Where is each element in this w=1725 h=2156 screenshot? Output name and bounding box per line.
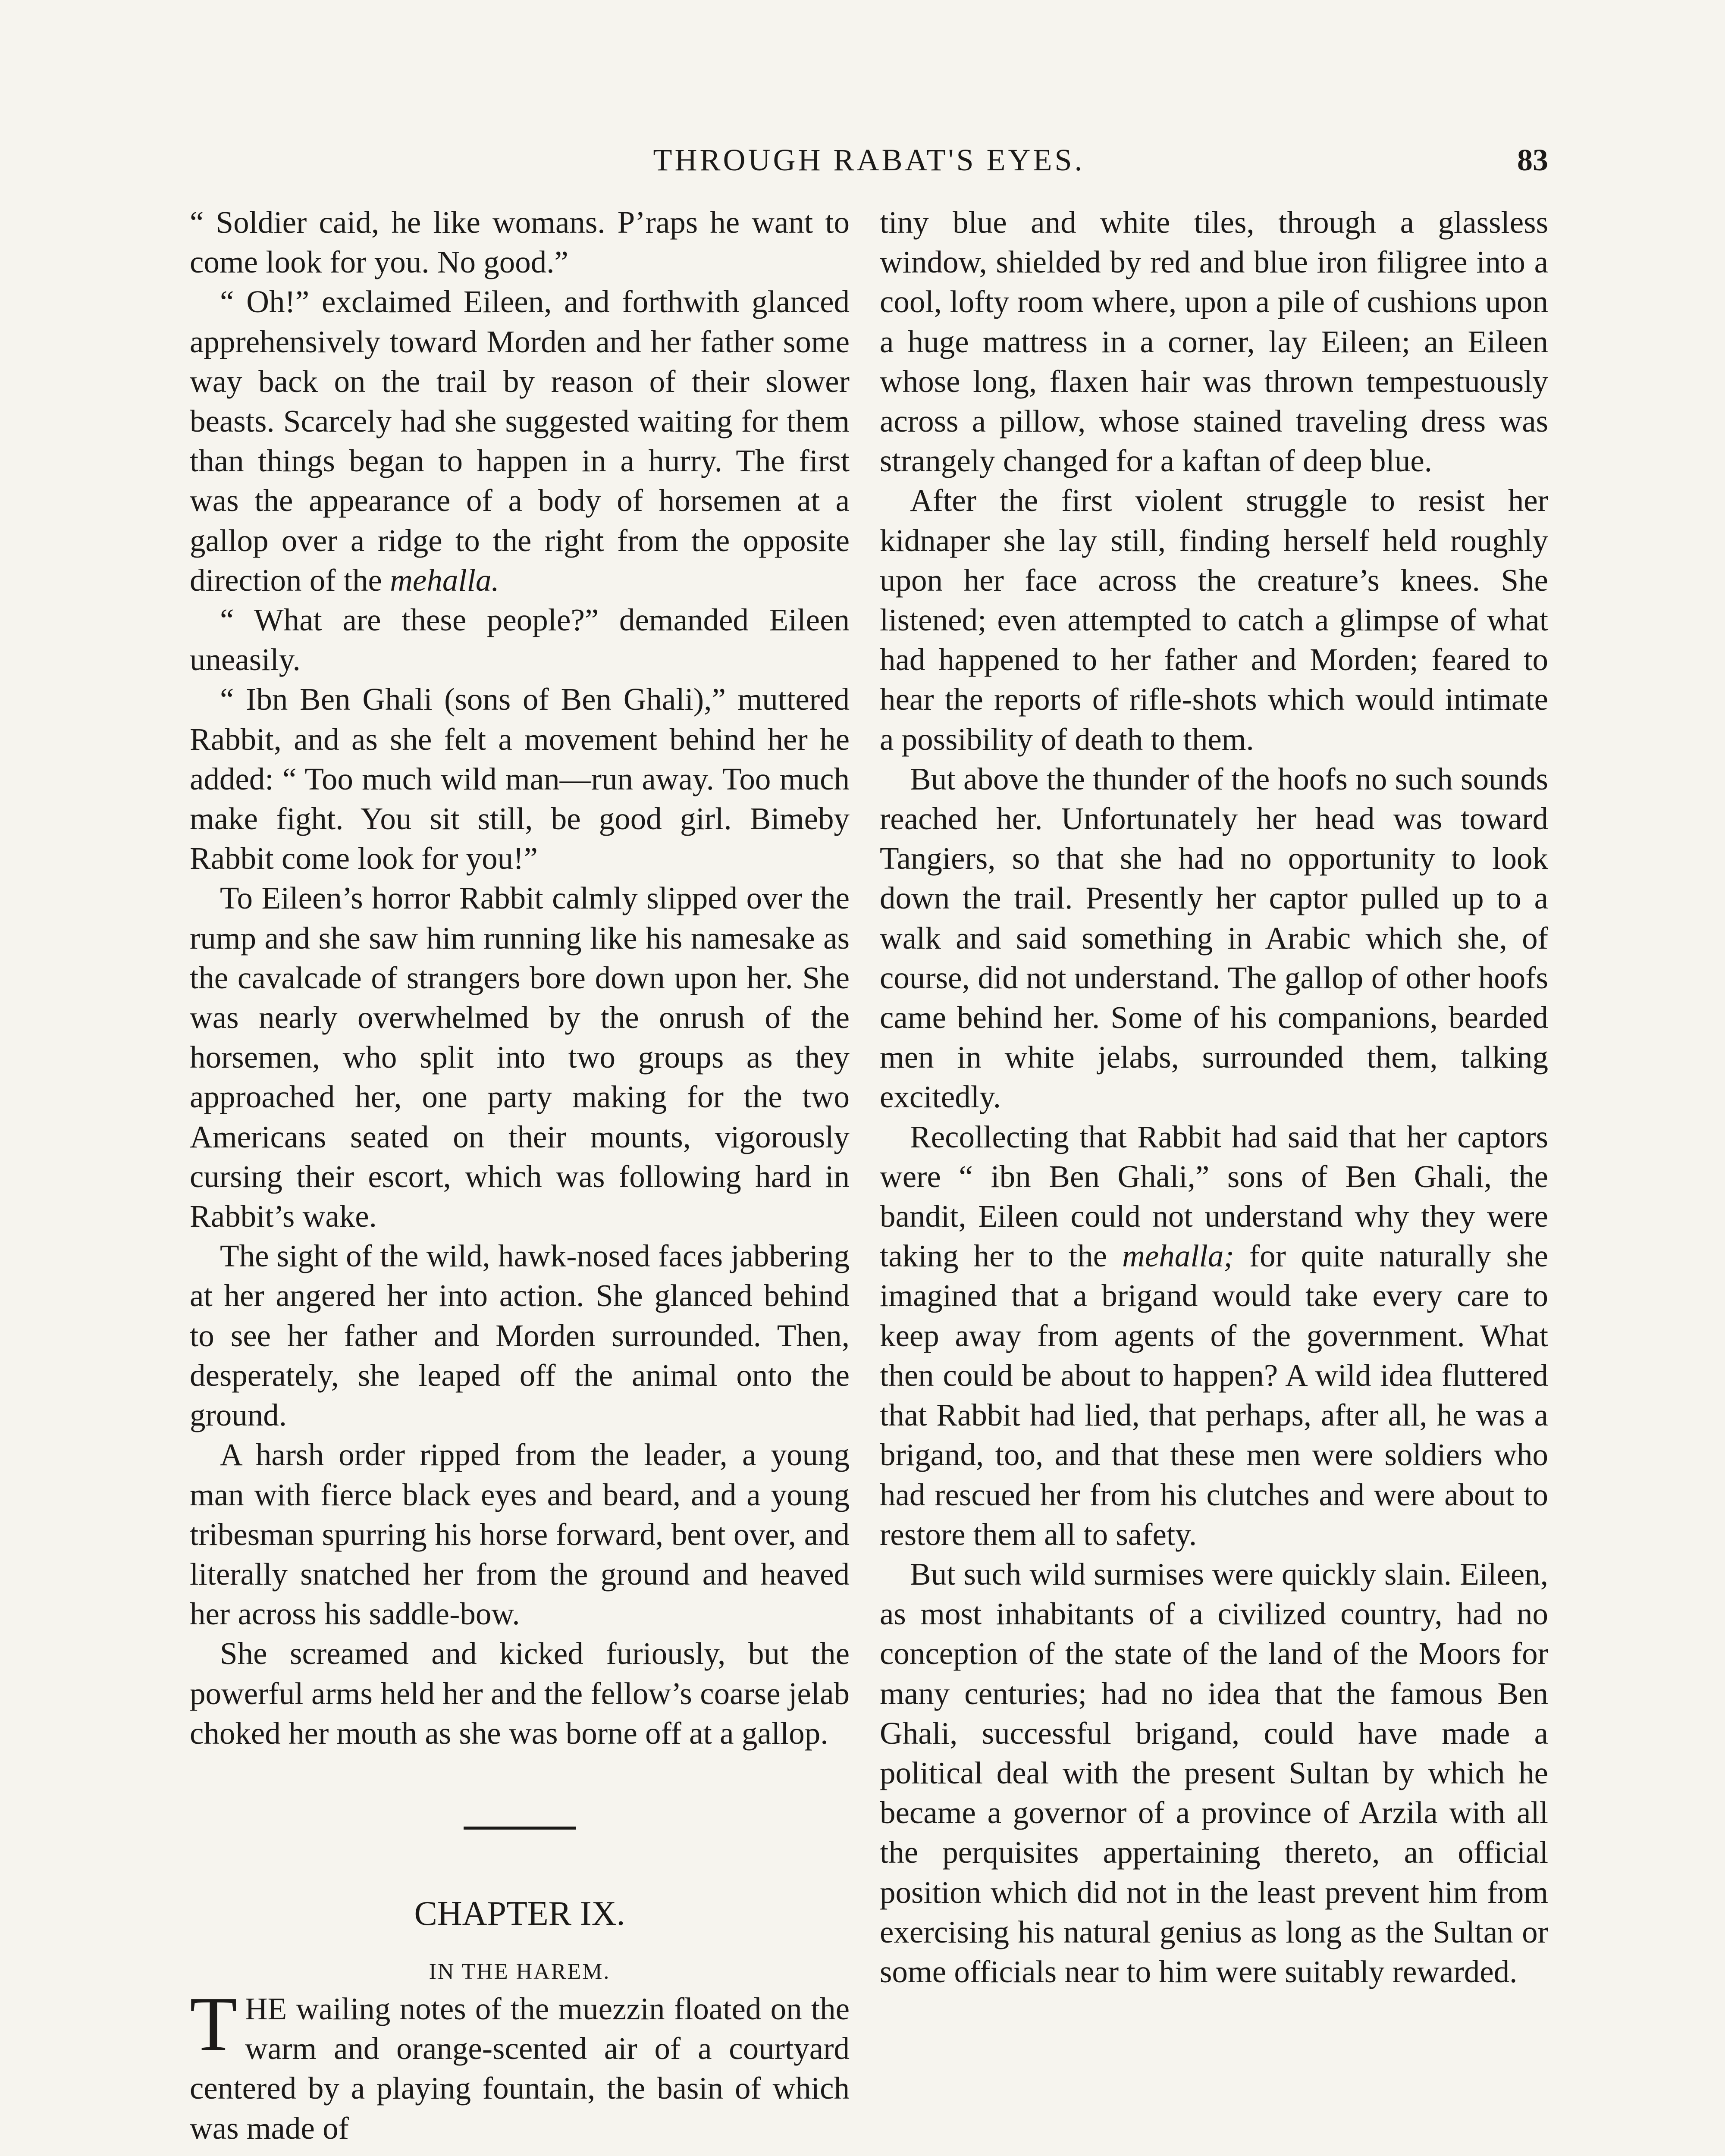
- chapter-divider: [464, 1827, 576, 1830]
- paragraph-text: for quite naturally she imagined that a brigand would take every care to keep away from agents of the government. What then could be about to happen? A wild idea fluttered that Rabbit had lied, that perhaps, after all, he was a brigand, too, and that these men were soldiers who had rescued her from his clutches and were about to restore them all to safety.: [880, 1238, 1548, 1552]
- paragraph: “ Soldier caid, he like womans. P’raps he want to come look for you. No good.”: [190, 205, 850, 280]
- chapter-subtitle: IN THE HAREM.: [429, 1959, 611, 1984]
- paragraph: But such wild surmises were quickly slain. Eileen, as most inhabitants of a civilized country, had no conception of the state of the land of the Moors for many centuries; had no idea that the famous Ben Ghali, successful brigand, could have made a political deal with the present Sultan by which he became a governor of a province of Arzila with all the perquisites appertaining thereto, an official position which did not in the least prevent him from exercising his natural genius as long as the Sultan or some officials near to him were suitably rewarded.: [880, 1556, 1548, 1989]
- paragraph-text: Recollecting that Rabbit had said that her captors were “ ibn Ben Ghali,” sons of Ben Ghali, the bandit, Eileen could not understand why they were taking her to the: [880, 1119, 1548, 1274]
- paragraph: To Eileen’s horror Rabbit calmly slipped over the rump and she saw him running like his namesake as the cavalcade of strangers bore down upon her. She was nearly overwhelmed by the onrush of the horsemen, who split into two groups as they approached her, one party making for the two Americans seated on their mounts, vigorously cursing their escort, which was following hard in Rabbit’s wake.: [190, 881, 850, 1234]
- paragraph: But above the thunder of the hoofs no such sounds reached her. Unfortunately her head was toward Tangiers, so that she had no opportunity to look down the trail. Presently her captor pulled up to a walk and said something in Arabic which she, of course, did not understand. The gallop of other hoofs came behind her. Some of his companions, bearded men in white jelabs, surrounded them, talking excitedly.: [880, 761, 1548, 1115]
- paragraph: She screamed and kicked furiously, but the powerful arms held her and the fellow’s coarse jelab choked her mouth as she was borne off at a gallop.: [190, 1636, 850, 1751]
- right-column: [880, 203, 1548, 1992]
- paragraph: [880, 1117, 1548, 1554]
- paragraph: “ What are these people?” demanded Eileen uneasily.: [190, 602, 850, 677]
- paragraph: tiny blue and white tiles, through a glassless window, shielded by red and blue iron filigree into a cool, lofty room where, upon a pile of cushions upon a huge mattress in a corner, lay Eileen; an Eileen whose long, flaxen hair was thrown tempestuously across a pillow, whose stained traveling dress was strangely changed for a kaftan of deep blue.: [880, 205, 1548, 479]
- italic-word: mehalla.: [390, 562, 499, 598]
- paragraph: [190, 282, 850, 600]
- page-number: 83: [1517, 143, 1548, 177]
- paragraph: The sight of the wild, hawk-nosed faces jabbering at her angered her into action. She glanced behind to see her father and Morden surrounded. Then, desperately, she leaped off the animal onto the ground.: [190, 1238, 850, 1433]
- chapter-first-paragraph: [190, 1981, 850, 2148]
- paragraph: After the first violent struggle to resist her kidnaper she lay still, finding herself held roughly upon her face across the creature’s knees. She listened; even attempted to catch a glimpse of what had happened to her father and Morden; feared to hear the reports of rifle-shots which would intimate a possibility of death to them.: [880, 483, 1548, 757]
- paragraph-text: “ Oh!” exclaimed Eileen, and forthwith glanced apprehensively toward Morden and her father some way back on the trail by reason of their slower beasts. Scarcely had she suggested waiting for them than things began to happen in a hurry. The first was the appearance of a body of horsemen at a gallop over a ridge to the right from the opposite direction of the: [190, 284, 850, 598]
- page-header: [190, 142, 1548, 190]
- paragraph: “ Ibn Ben Ghali (sons of Ben Ghali),” muttered Rabbit, and as she felt a movement behind her he added: “ Too much wild man—run away. Too much make fight. You sit still, be good girl. Bimeby Rabbit come look for you!”: [190, 682, 850, 876]
- drop-cap: T: [190, 1981, 237, 2067]
- left-column: [190, 203, 850, 2148]
- paragraph: A harsh order ripped from the leader, a young man with fierce black eyes and beard, and a young tribesman spurring his horse forward, bent over, and literally snatched her from the ground and heaved her across his saddle-bow.: [190, 1437, 850, 1632]
- chapter-title: CHAPTER IX.: [414, 1894, 625, 1933]
- running-title: THROUGH RABAT'S EYES.: [653, 143, 1085, 177]
- italic-word: mehalla;: [1122, 1238, 1234, 1274]
- paragraph-text: HE wailing notes of the muezzin floated on the warm and orange-scented air of a courtyard centered by a playing fountain, the basin of which was made of: [190, 1991, 850, 2146]
